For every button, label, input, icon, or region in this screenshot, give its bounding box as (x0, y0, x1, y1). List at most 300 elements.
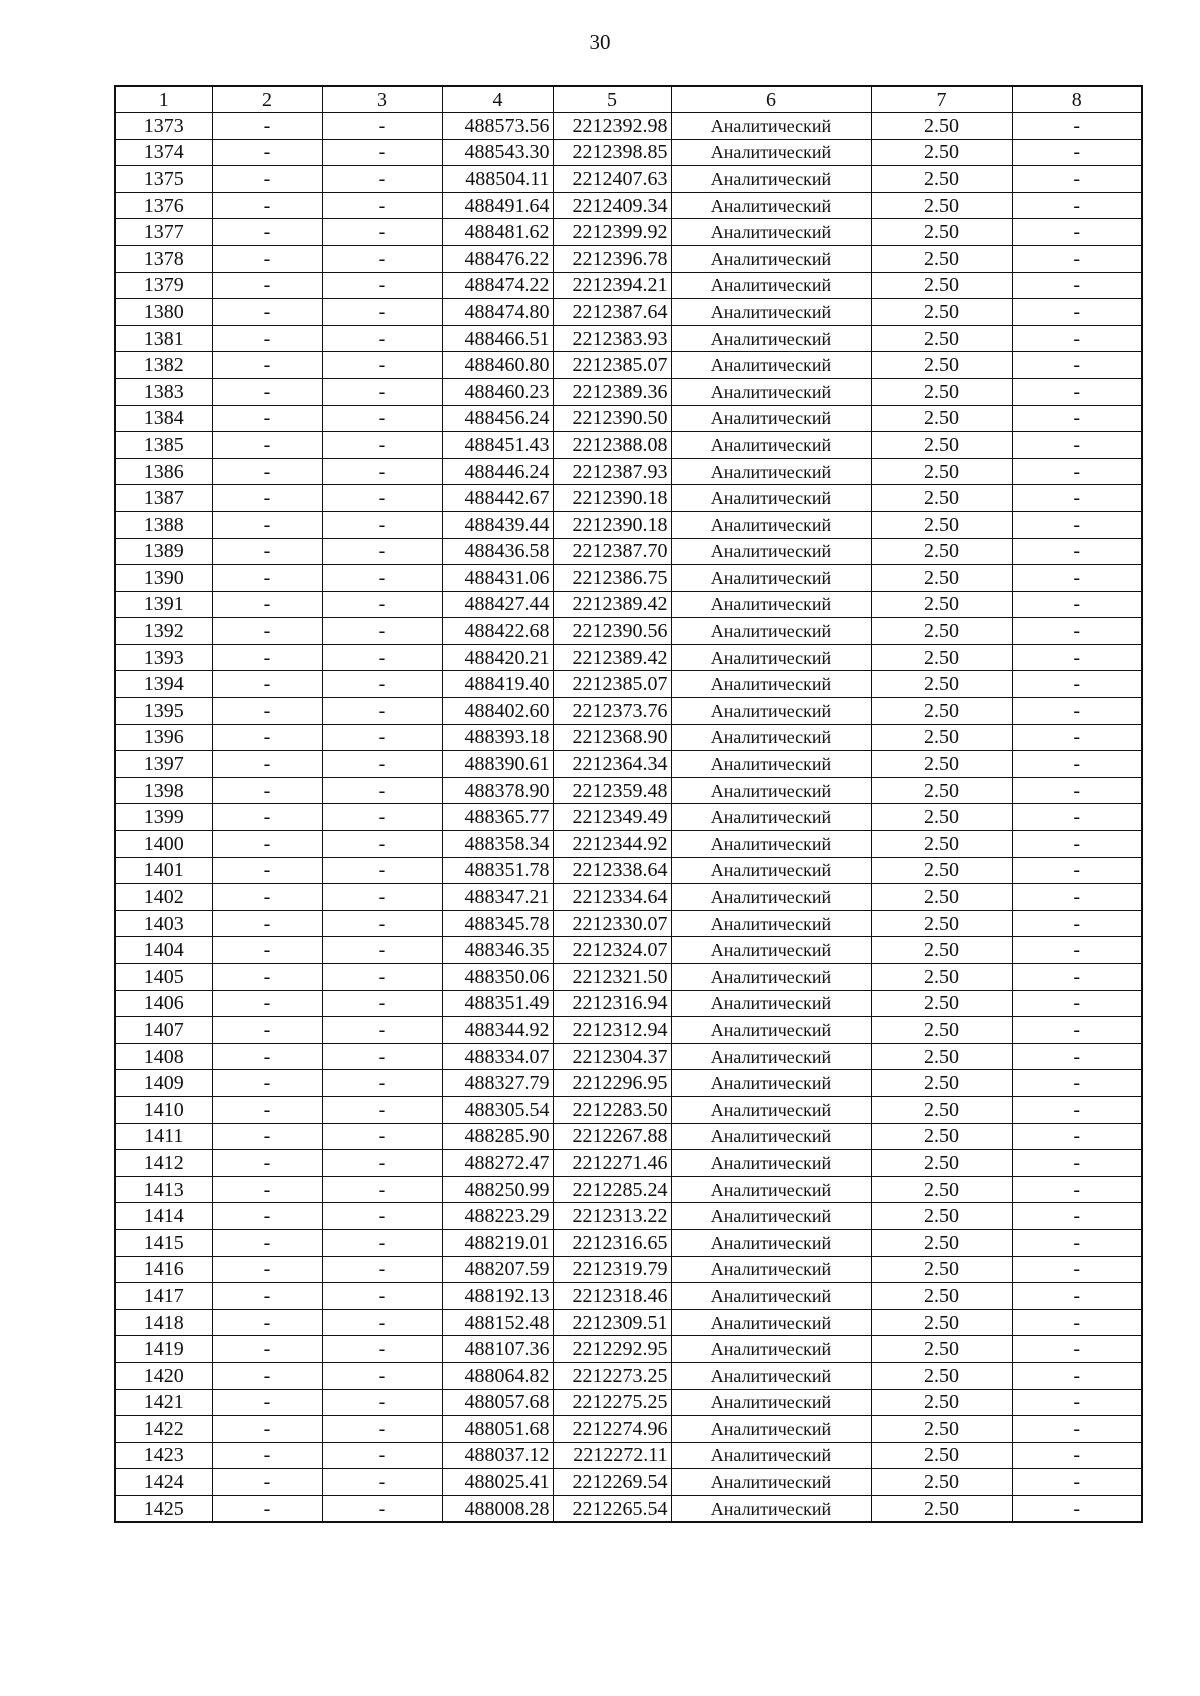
table-row (115, 671, 1142, 698)
accuracy: 2.50 (871, 1070, 1012, 1097)
point-number: 1412 (115, 1150, 212, 1177)
cell-col-3: - (322, 1495, 442, 1522)
coord-y: 2212398.85 (553, 139, 671, 166)
method: Аналитический (671, 671, 871, 698)
cell-col-3: - (322, 937, 442, 964)
point-number: 1382 (115, 352, 212, 379)
cell-col-8: - (1012, 485, 1142, 512)
table-row (115, 1123, 1142, 1150)
cell-col-2: - (212, 990, 322, 1017)
accuracy: 2.50 (871, 990, 1012, 1017)
point-number: 1392 (115, 618, 212, 645)
method: Аналитический (671, 964, 871, 991)
cell-col-2: - (212, 113, 322, 140)
cell-col-2: - (212, 1389, 322, 1416)
table-row (115, 1469, 1142, 1496)
accuracy: 2.50 (871, 698, 1012, 725)
coord-y: 2212272.11 (553, 1442, 671, 1469)
coord-x: 488272.47 (442, 1150, 553, 1177)
coord-x: 488446.24 (442, 458, 553, 485)
table-row (115, 591, 1142, 618)
coord-y: 2212390.18 (553, 511, 671, 538)
coord-x: 488107.36 (442, 1336, 553, 1363)
coord-y: 2212275.25 (553, 1389, 671, 1416)
cell-col-2: - (212, 1416, 322, 1443)
accuracy: 2.50 (871, 964, 1012, 991)
cell-col-8: - (1012, 272, 1142, 299)
table-row (115, 857, 1142, 884)
cell-col-2: - (212, 724, 322, 751)
method: Аналитический (671, 166, 871, 193)
point-number: 1396 (115, 724, 212, 751)
accuracy: 2.50 (871, 1096, 1012, 1123)
coord-x: 488334.07 (442, 1043, 553, 1070)
method: Аналитический (671, 538, 871, 565)
table-row (115, 777, 1142, 804)
cell-col-3: - (322, 857, 442, 884)
coord-y: 2212304.37 (553, 1043, 671, 1070)
cell-col-2: - (212, 698, 322, 725)
method: Аналитический (671, 777, 871, 804)
accuracy: 2.50 (871, 1256, 1012, 1283)
cell-col-8: - (1012, 804, 1142, 831)
cell-col-2: - (212, 751, 322, 778)
accuracy: 2.50 (871, 139, 1012, 166)
coord-x: 488460.23 (442, 378, 553, 405)
method: Аналитический (671, 1070, 871, 1097)
accuracy: 2.50 (871, 1469, 1012, 1496)
cell-col-3: - (322, 990, 442, 1017)
table-row (115, 1070, 1142, 1097)
page-number: 30 (589, 30, 611, 54)
table-row (115, 325, 1142, 352)
table-row (115, 1389, 1142, 1416)
method: Аналитический (671, 1309, 871, 1336)
coord-x: 488219.01 (442, 1229, 553, 1256)
point-number: 1380 (115, 299, 212, 326)
cell-col-8: - (1012, 1416, 1142, 1443)
coord-x: 488344.92 (442, 1017, 553, 1044)
cell-col-2: - (212, 831, 322, 858)
point-number: 1411 (115, 1123, 212, 1150)
cell-col-8: - (1012, 1336, 1142, 1363)
coord-y: 2212394.21 (553, 272, 671, 299)
method: Аналитический (671, 1096, 871, 1123)
cell-col-3: - (322, 1469, 442, 1496)
header-row (115, 86, 1142, 113)
coord-x: 488345.78 (442, 910, 553, 937)
cell-col-3: - (322, 1150, 442, 1177)
table-row (115, 1362, 1142, 1389)
accuracy: 2.50 (871, 511, 1012, 538)
cell-col-8: - (1012, 245, 1142, 272)
accuracy: 2.50 (871, 219, 1012, 246)
accuracy: 2.50 (871, 591, 1012, 618)
cell-col-8: - (1012, 1362, 1142, 1389)
cell-col-3: - (322, 1256, 442, 1283)
coord-y: 2212344.92 (553, 831, 671, 858)
table-row (115, 565, 1142, 592)
cell-col-2: - (212, 511, 322, 538)
table-row (115, 1203, 1142, 1230)
point-number: 1404 (115, 937, 212, 964)
table-row (115, 113, 1142, 140)
cell-col-8: - (1012, 511, 1142, 538)
coord-x: 488474.80 (442, 299, 553, 326)
cell-col-3: - (322, 458, 442, 485)
cell-col-2: - (212, 378, 322, 405)
cell-col-8: - (1012, 299, 1142, 326)
column-header-2: 2 (212, 86, 322, 113)
point-number: 1418 (115, 1309, 212, 1336)
cell-col-3: - (322, 352, 442, 379)
method: Аналитический (671, 1017, 871, 1044)
coord-x: 488025.41 (442, 1469, 553, 1496)
method: Аналитический (671, 1389, 871, 1416)
point-number: 1397 (115, 751, 212, 778)
cell-col-8: - (1012, 831, 1142, 858)
method: Аналитический (671, 1416, 871, 1443)
accuracy: 2.50 (871, 245, 1012, 272)
accuracy: 2.50 (871, 485, 1012, 512)
coord-x: 488327.79 (442, 1070, 553, 1097)
coord-y: 2212316.65 (553, 1229, 671, 1256)
cell-col-8: - (1012, 1283, 1142, 1310)
cell-col-3: - (322, 910, 442, 937)
method: Аналитический (671, 831, 871, 858)
accuracy: 2.50 (871, 1150, 1012, 1177)
cell-col-3: - (322, 1123, 442, 1150)
coord-y: 2212274.96 (553, 1416, 671, 1443)
cell-col-8: - (1012, 1017, 1142, 1044)
point-number: 1387 (115, 485, 212, 512)
cell-col-3: - (322, 1389, 442, 1416)
table-row (115, 1043, 1142, 1070)
method: Аналитический (671, 1469, 871, 1496)
accuracy: 2.50 (871, 618, 1012, 645)
cell-col-2: - (212, 1229, 322, 1256)
cell-col-8: - (1012, 990, 1142, 1017)
cell-col-8: - (1012, 1096, 1142, 1123)
point-number: 1407 (115, 1017, 212, 1044)
accuracy: 2.50 (871, 538, 1012, 565)
table-row (115, 432, 1142, 459)
coord-x: 488442.67 (442, 485, 553, 512)
table-row (115, 511, 1142, 538)
cell-col-2: - (212, 485, 322, 512)
method: Аналитический (671, 113, 871, 140)
coord-y: 2212338.64 (553, 857, 671, 884)
cell-col-2: - (212, 1362, 322, 1389)
cell-col-2: - (212, 1017, 322, 1044)
table-row (115, 1309, 1142, 1336)
cell-col-3: - (322, 139, 442, 166)
cell-col-3: - (322, 724, 442, 751)
table-row (115, 458, 1142, 485)
coord-x: 488427.44 (442, 591, 553, 618)
cell-col-8: - (1012, 538, 1142, 565)
coord-x: 488460.80 (442, 352, 553, 379)
cell-col-3: - (322, 272, 442, 299)
coord-y: 2212399.92 (553, 219, 671, 246)
table-row (115, 166, 1142, 193)
table-row (115, 139, 1142, 166)
method: Аналитический (671, 1256, 871, 1283)
cell-col-2: - (212, 804, 322, 831)
column-header-4: 4 (442, 86, 553, 113)
coord-x: 488350.06 (442, 964, 553, 991)
table-row (115, 1495, 1142, 1522)
cell-col-8: - (1012, 405, 1142, 432)
method: Аналитический (671, 405, 871, 432)
method: Аналитический (671, 1229, 871, 1256)
cell-col-3: - (322, 804, 442, 831)
cell-col-8: - (1012, 325, 1142, 352)
method: Аналитический (671, 1203, 871, 1230)
cell-col-2: - (212, 1150, 322, 1177)
column-header-8: 8 (1012, 86, 1142, 113)
coord-y: 2212318.46 (553, 1283, 671, 1310)
table-row (115, 1229, 1142, 1256)
coord-y: 2212313.22 (553, 1203, 671, 1230)
method: Аналитический (671, 1495, 871, 1522)
point-number: 1378 (115, 245, 212, 272)
table-row (115, 405, 1142, 432)
point-number: 1376 (115, 192, 212, 219)
point-number: 1389 (115, 538, 212, 565)
accuracy: 2.50 (871, 458, 1012, 485)
cell-col-2: - (212, 937, 322, 964)
cell-col-2: - (212, 618, 322, 645)
accuracy: 2.50 (871, 272, 1012, 299)
cell-col-8: - (1012, 910, 1142, 937)
method: Аналитический (671, 245, 871, 272)
cell-col-3: - (322, 777, 442, 804)
cell-col-3: - (322, 671, 442, 698)
table-row (115, 1017, 1142, 1044)
point-number: 1425 (115, 1495, 212, 1522)
cell-col-2: - (212, 777, 322, 804)
coord-y: 2212383.93 (553, 325, 671, 352)
method: Аналитический (671, 192, 871, 219)
coord-y: 2212359.48 (553, 777, 671, 804)
table-row (115, 1416, 1142, 1443)
cell-col-8: - (1012, 1123, 1142, 1150)
accuracy: 2.50 (871, 325, 1012, 352)
column-header-7: 7 (871, 86, 1012, 113)
table-row (115, 485, 1142, 512)
column-header-1: 1 (115, 86, 212, 113)
cell-col-8: - (1012, 937, 1142, 964)
point-number: 1409 (115, 1070, 212, 1097)
coord-x: 488351.78 (442, 857, 553, 884)
table-row (115, 804, 1142, 831)
cell-col-8: - (1012, 857, 1142, 884)
table-row (115, 1336, 1142, 1363)
accuracy: 2.50 (871, 1176, 1012, 1203)
cell-col-3: - (322, 751, 442, 778)
cell-col-8: - (1012, 1203, 1142, 1230)
cell-col-3: - (322, 1203, 442, 1230)
method: Аналитический (671, 591, 871, 618)
method: Аналитический (671, 618, 871, 645)
cell-col-8: - (1012, 378, 1142, 405)
cell-col-3: - (322, 192, 442, 219)
table-row (115, 1096, 1142, 1123)
cell-col-2: - (212, 352, 322, 379)
method: Аналитический (671, 1336, 871, 1363)
table-row (115, 299, 1142, 326)
cell-col-2: - (212, 1495, 322, 1522)
cell-col-2: - (212, 272, 322, 299)
cell-col-2: - (212, 219, 322, 246)
table-row (115, 937, 1142, 964)
table-row (115, 884, 1142, 911)
cell-col-8: - (1012, 113, 1142, 140)
cell-col-3: - (322, 644, 442, 671)
method: Аналитический (671, 1123, 871, 1150)
accuracy: 2.50 (871, 1389, 1012, 1416)
point-number: 1383 (115, 378, 212, 405)
cell-col-3: - (322, 166, 442, 193)
accuracy: 2.50 (871, 378, 1012, 405)
accuracy: 2.50 (871, 113, 1012, 140)
method: Аналитический (671, 1362, 871, 1389)
cell-col-8: - (1012, 671, 1142, 698)
table-row (115, 1442, 1142, 1469)
accuracy: 2.50 (871, 166, 1012, 193)
cell-col-2: - (212, 1309, 322, 1336)
coord-x: 488008.28 (442, 1495, 553, 1522)
method: Аналитический (671, 751, 871, 778)
point-number: 1386 (115, 458, 212, 485)
point-number: 1391 (115, 591, 212, 618)
accuracy: 2.50 (871, 1362, 1012, 1389)
accuracy: 2.50 (871, 1309, 1012, 1336)
cell-col-3: - (322, 219, 442, 246)
cell-col-8: - (1012, 1150, 1142, 1177)
method: Аналитический (671, 325, 871, 352)
cell-col-8: - (1012, 777, 1142, 804)
accuracy: 2.50 (871, 432, 1012, 459)
coord-y: 2212409.34 (553, 192, 671, 219)
cell-col-3: - (322, 1336, 442, 1363)
method: Аналитический (671, 272, 871, 299)
cell-col-3: - (322, 1070, 442, 1097)
method: Аналитический (671, 698, 871, 725)
accuracy: 2.50 (871, 1229, 1012, 1256)
method: Аналитический (671, 937, 871, 964)
accuracy: 2.50 (871, 671, 1012, 698)
cell-col-8: - (1012, 618, 1142, 645)
point-number: 1417 (115, 1283, 212, 1310)
coord-y: 2212390.56 (553, 618, 671, 645)
coord-x: 488422.68 (442, 618, 553, 645)
cell-col-3: - (322, 299, 442, 326)
accuracy: 2.50 (871, 1203, 1012, 1230)
cell-col-3: - (322, 1283, 442, 1310)
cell-col-3: - (322, 485, 442, 512)
cell-col-3: - (322, 591, 442, 618)
coord-x: 488064.82 (442, 1362, 553, 1389)
coord-x: 488474.22 (442, 272, 553, 299)
coord-x: 488346.35 (442, 937, 553, 964)
cell-col-8: - (1012, 565, 1142, 592)
accuracy: 2.50 (871, 804, 1012, 831)
accuracy: 2.50 (871, 1017, 1012, 1044)
table-row (115, 1283, 1142, 1310)
coord-y: 2212387.64 (553, 299, 671, 326)
point-number: 1410 (115, 1096, 212, 1123)
point-number: 1420 (115, 1362, 212, 1389)
accuracy: 2.50 (871, 299, 1012, 326)
coord-x: 488543.30 (442, 139, 553, 166)
point-number: 1403 (115, 910, 212, 937)
cell-col-2: - (212, 538, 322, 565)
cell-col-3: - (322, 618, 442, 645)
point-number: 1377 (115, 219, 212, 246)
method: Аналитический (671, 1043, 871, 1070)
cell-col-2: - (212, 245, 322, 272)
cell-col-3: - (322, 1229, 442, 1256)
cell-col-2: - (212, 644, 322, 671)
coord-x: 488390.61 (442, 751, 553, 778)
coord-x: 488037.12 (442, 1442, 553, 1469)
coord-y: 2212319.79 (553, 1256, 671, 1283)
cell-col-8: - (1012, 1495, 1142, 1522)
table-row (115, 751, 1142, 778)
coord-x: 488436.58 (442, 538, 553, 565)
coord-x: 488466.51 (442, 325, 553, 352)
cell-col-2: - (212, 1283, 322, 1310)
accuracy: 2.50 (871, 1283, 1012, 1310)
accuracy: 2.50 (871, 857, 1012, 884)
method: Аналитический (671, 352, 871, 379)
cell-col-8: - (1012, 884, 1142, 911)
cell-col-8: - (1012, 1309, 1142, 1336)
coord-x: 488573.56 (442, 113, 553, 140)
cell-col-8: - (1012, 724, 1142, 751)
coord-x: 488285.90 (442, 1123, 553, 1150)
coord-y: 2212349.49 (553, 804, 671, 831)
coord-x: 488051.68 (442, 1416, 553, 1443)
coord-y: 2212309.51 (553, 1309, 671, 1336)
cell-col-8: - (1012, 352, 1142, 379)
cell-col-8: - (1012, 698, 1142, 725)
accuracy: 2.50 (871, 405, 1012, 432)
cell-col-2: - (212, 1442, 322, 1469)
table-row (115, 644, 1142, 671)
coord-y: 2212316.94 (553, 990, 671, 1017)
accuracy: 2.50 (871, 777, 1012, 804)
column-header-3: 3 (322, 86, 442, 113)
table-row (115, 831, 1142, 858)
cell-col-3: - (322, 1043, 442, 1070)
accuracy: 2.50 (871, 192, 1012, 219)
coord-x: 488365.77 (442, 804, 553, 831)
cell-col-2: - (212, 1203, 322, 1230)
cell-col-2: - (212, 299, 322, 326)
cell-col-8: - (1012, 458, 1142, 485)
point-number: 1384 (115, 405, 212, 432)
point-number: 1421 (115, 1389, 212, 1416)
cell-col-2: - (212, 857, 322, 884)
coord-x: 488358.34 (442, 831, 553, 858)
coord-y: 2212267.88 (553, 1123, 671, 1150)
point-number: 1394 (115, 671, 212, 698)
method: Аналитический (671, 432, 871, 459)
cell-col-2: - (212, 964, 322, 991)
